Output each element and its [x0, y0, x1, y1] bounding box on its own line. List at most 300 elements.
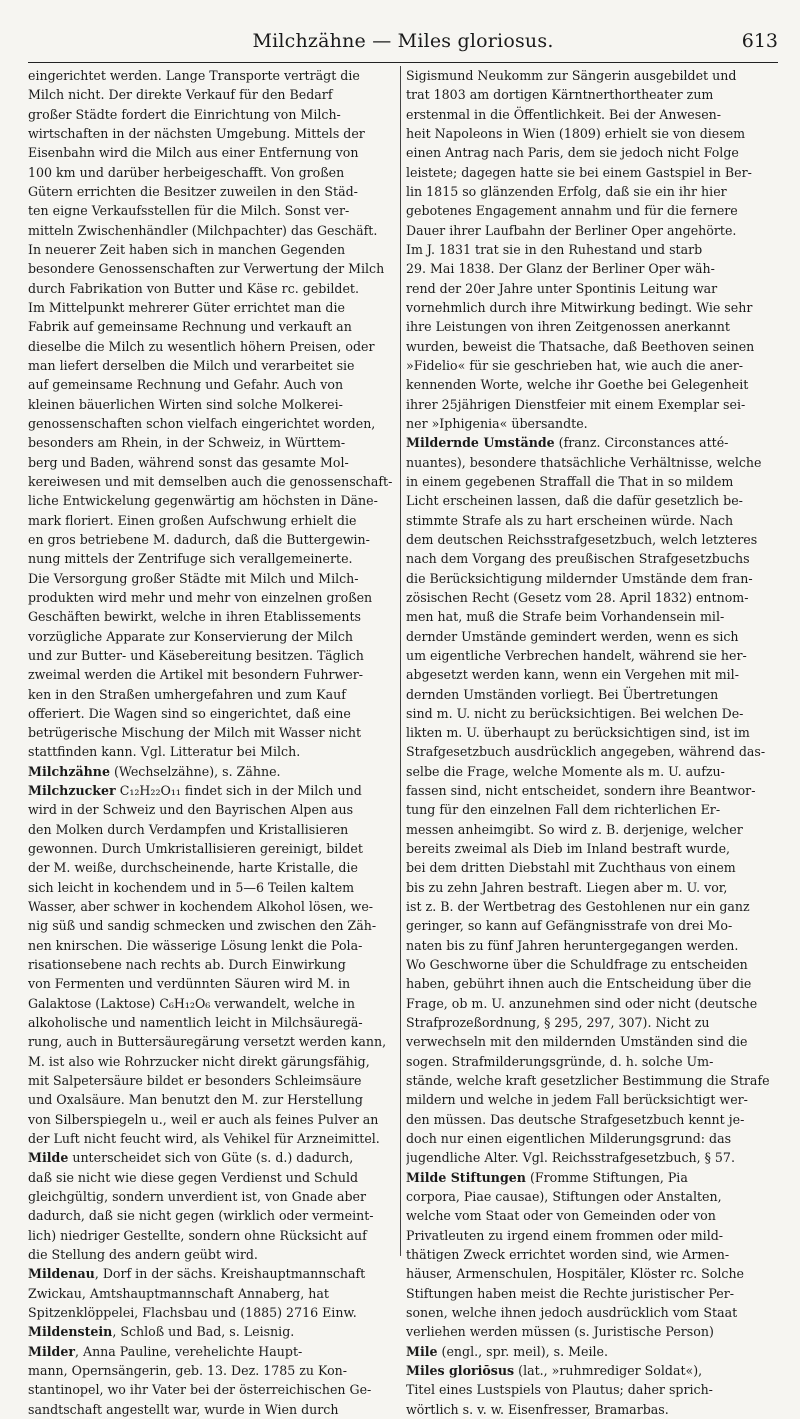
text-line — [28, 685, 400, 704]
line-text: mit Salpetersäure bildet er besonders Schleimsäure — [28, 1073, 362, 1089]
line-text: betrügerische Mischung der Milch mit Wasser nicht — [28, 725, 362, 741]
text-line — [28, 1342, 400, 1361]
text-line — [406, 143, 778, 162]
text-line — [406, 317, 778, 336]
text-line — [406, 723, 778, 742]
line-text: nig süß und sandig schmecken und zwischen den Zäh- — [28, 918, 377, 934]
text-line — [406, 124, 778, 143]
text-line — [406, 491, 778, 510]
line-text: trat 1803 am dortigen Kärntnerthortheater zum — [406, 87, 714, 103]
line-text: naten bis zu fünf Jahren heruntergegangen werden. — [406, 937, 739, 953]
text-line — [406, 1090, 778, 1109]
right-column — [406, 66, 778, 1419]
line-text: Spitzenklöppelei, Flachsbau und (1885) 2716 Einw. — [28, 1305, 357, 1320]
text-line — [28, 1052, 400, 1071]
text-line — [406, 298, 778, 317]
line-text: die Berücksichtigung mildernder Umstände dem fran- — [406, 570, 753, 586]
line-text: eingerichtet werden. Lange Transporte verträgt die — [28, 68, 360, 83]
entry-continuation — [406, 66, 778, 433]
text-line — [406, 279, 778, 298]
line-text: Die Versorgung großer Städte mit Milch und Milch- — [28, 570, 359, 586]
text-line — [406, 1284, 778, 1303]
line-text: Fabrik auf gemeinsame Rechnung und verkauft an — [28, 319, 352, 335]
line-text: Gütern errichten die Besitzer zuweilen in den Städ- — [28, 183, 358, 199]
line-text: ist z. B. der Wertbetrag des Gestohlenen nur ein ganz — [406, 899, 750, 915]
text-line — [406, 337, 778, 356]
text-line — [28, 800, 400, 819]
text-line — [406, 1129, 778, 1148]
text-line — [28, 1129, 400, 1148]
line-text: leistete; dagegen hatte sie bei einem Gastspiel in Ber- — [406, 164, 752, 180]
line-text: produkten wird mehr und mehr von einzelnen großen — [28, 589, 373, 605]
line-text: kleinen bäuerlichen Wirten sind solche Molkerei- — [28, 396, 343, 412]
text-line — [28, 124, 400, 143]
dictionary-entry — [406, 1342, 778, 1361]
text-line — [406, 105, 778, 124]
line-text: erstenmal in die Öffentlichkeit. Bei der Anwesen- — [406, 106, 722, 122]
page-header — [28, 30, 778, 60]
line-text: offeriert. Die Wagen sind so eingerichtet, daß eine — [28, 705, 351, 721]
line-text: gewonnen. Durch Umkristallisieren gereinigt, bildet — [28, 841, 363, 857]
line-text: um eigentliche Verbrechen handelt, während sie her- — [406, 647, 747, 663]
line-text: Strafgesetzbuch ausdrücklich angegeben, während das- — [406, 744, 766, 760]
line-text: heit Napoleons in Wien (1809) erhielt sie von diesem — [406, 125, 746, 141]
text-line — [406, 936, 778, 955]
line-text: likten m. U. überhaupt zu berücksichtigen sind, ist im — [406, 725, 750, 741]
text-line — [28, 66, 400, 85]
line-text: in einem gegebenen Straffall die That in so mildem — [406, 473, 734, 489]
line-text: besondere Genossenschaften zur Verwertung der Milch — [28, 261, 385, 277]
text-line — [28, 163, 400, 182]
text-line — [406, 974, 778, 993]
text-line — [406, 85, 778, 104]
line-text: wurden, beweist die Thatsache, daß Beethoven seinen — [406, 338, 755, 354]
line-text: verliehen werden müssen (s. Juristische Person) — [406, 1324, 714, 1340]
text-line — [28, 356, 400, 375]
text-line — [28, 317, 400, 336]
entry-headword: Milder — [28, 1343, 75, 1359]
line-text: genossenschaften schon vielfach eingerichtet worden, — [28, 415, 376, 431]
text-line — [28, 259, 400, 278]
text-line — [28, 298, 400, 317]
line-text: von Fermenten und verdünnten Säuren wird M. in — [28, 976, 351, 992]
text-line — [406, 607, 778, 626]
text-line — [406, 1322, 778, 1341]
line-text: welche vom Staat oder von Gemeinden oder von — [406, 1208, 716, 1224]
line-text: verwechseln mit den mildernden Umständen sind die — [406, 1034, 748, 1050]
line-text: einen Antrag nach Paris, dem sie jedoch nicht Folge — [406, 145, 739, 161]
line-text: haben, gebührt ihnen auch die Entscheidung über die — [406, 976, 752, 992]
line-text: Im J. 1831 trat sie in den Ruhestand und starb — [406, 241, 703, 257]
line-text: sind m. U. nicht zu berücksichtigen. Bei welchen De- — [406, 705, 744, 721]
text-line — [406, 472, 778, 491]
line-text: vornehmlich durch ihre Mitwirkung bedingt. Wie sehr — [406, 299, 753, 315]
entry-headword: Mildernde Umstände — [406, 435, 555, 451]
line-text: gebotenes Engagement annahm und für die fernere — [406, 203, 738, 219]
line-text: kennenden Worte, welche ihr Goethe bei Gelegenheit — [406, 377, 749, 393]
running-title: Milchzähne — Miles gloriosus. — [252, 30, 554, 52]
line-text: geringer, so kann auf Gefängnisstrafe von drei Mo- — [406, 918, 733, 934]
text-line — [406, 549, 778, 568]
dictionary-entry — [28, 1148, 400, 1264]
line-text: Wo Geschworne über die Schuldfrage zu entscheiden — [406, 957, 748, 973]
line-text: sonen, welche ihnen jedoch ausdrücklich vom Staat — [406, 1305, 738, 1320]
line-text: , Schloß und Bad, s. Leisnig. — [112, 1324, 295, 1340]
line-text: Milch nicht. Der direkte Verkauf für den Bedarf — [28, 87, 333, 103]
line-text: Titel eines Lustspiels von Plautus; daher sprich- — [406, 1382, 713, 1398]
line-text: nen knirschen. Die wässerige Lösung lenkt die Pola- — [28, 937, 363, 953]
text-line — [406, 375, 778, 394]
text-line — [406, 511, 778, 530]
line-text: Eisenbahn wird die Milch aus einer Entfernung von — [28, 145, 359, 161]
line-text: wird in der Schweiz und den Bayrischen Alpen aus — [28, 802, 354, 818]
line-text: men hat, muß die Strafe beim Vorhandensein mil- — [406, 609, 725, 625]
line-text: ken in den Straßen umhergefahren und zum Kauf — [28, 686, 346, 702]
line-text: Zwickau, Amtshauptmannschaft Annaberg, hat — [28, 1285, 329, 1301]
line-text: Wasser, aber schwer in kochendem Alkohol lösen, we- — [28, 899, 374, 915]
text-line — [406, 1148, 778, 1167]
line-text: den müssen. Das deutsche Strafgesetzbuch kennt je- — [406, 1111, 745, 1127]
text-line — [28, 1071, 400, 1090]
line-text: bei dem dritten Diebstahl mit Zuchthaus von einem — [406, 860, 736, 876]
line-text: thätigen Zweck errichtet worden sind, wie Armen- — [406, 1247, 730, 1263]
line-text: en gros betriebene M. dadurch, daß die Buttergewin- — [28, 531, 370, 547]
line-text: 29. Mai 1838. Der Glanz der Berliner Oper wäh- — [406, 261, 715, 277]
text-line — [28, 1264, 400, 1283]
line-text: lich) niedriger Gestellte, sondern ohne Rücksicht auf — [28, 1227, 367, 1243]
text-line — [28, 569, 400, 588]
line-text: großer Städte fordert die Einrichtung von Milch- — [28, 106, 341, 122]
text-line — [406, 685, 778, 704]
text-line — [28, 665, 400, 684]
text-line — [28, 1013, 400, 1032]
entry-headword: Milde — [28, 1150, 69, 1166]
line-text: dernden Umständen vorliegt. Bei Übertretungen — [406, 686, 719, 702]
line-text: man liefert derselben die Milch und verarbeitet sie — [28, 357, 355, 373]
line-text: rend der 20er Jahre unter Spontinis Leitung war — [406, 280, 718, 296]
text-line — [28, 878, 400, 897]
text-line — [28, 627, 400, 646]
text-line — [28, 221, 400, 240]
line-text: stattfinden kann. Vgl. Litteratur bei Milch. — [28, 744, 301, 760]
text-line — [28, 723, 400, 742]
text-line — [406, 994, 778, 1013]
text-line — [406, 356, 778, 375]
line-text: Galaktose (Laktose) C₆H₁₂O₆ verwandelt, welche in — [28, 995, 355, 1011]
line-text: ten eigne Verkaufsstellen für die Milch. Sonst ver- — [28, 203, 350, 219]
line-text: selbe die Frage, welche Momente als m. U. aufzu- — [406, 763, 725, 779]
text-line — [28, 395, 400, 414]
line-text: Sigismund Neukomm zur Sängerin ausgebildet und — [406, 68, 737, 83]
line-text: und zur Butter- und Käsebereitung besitzen. Täglich — [28, 647, 364, 663]
dictionary-entry — [28, 1264, 400, 1322]
text-line — [406, 781, 778, 800]
text-line — [406, 878, 778, 897]
text-line — [28, 704, 400, 723]
line-text: bis zu zehn Jahren bestraft. Liegen aber m. U. vor, — [406, 879, 728, 895]
text-line — [28, 1400, 400, 1419]
text-line — [28, 1032, 400, 1051]
text-line — [406, 1168, 778, 1187]
text-line — [406, 163, 778, 182]
text-line — [28, 916, 400, 935]
text-line — [406, 955, 778, 974]
text-line — [28, 105, 400, 124]
text-line — [406, 414, 778, 433]
line-text: wörtlich s. v. w. Eisenfresser, Bramarbas. — [406, 1401, 669, 1417]
text-line — [28, 588, 400, 607]
dictionary-entry — [28, 1342, 400, 1419]
dictionary-entry — [28, 781, 400, 1148]
text-line — [28, 974, 400, 993]
text-line — [406, 1342, 778, 1361]
entry-headword: Mildenau — [28, 1266, 95, 1282]
text-line — [406, 742, 778, 761]
entry-continuation — [28, 66, 400, 762]
text-line — [406, 762, 778, 781]
line-text: 100 km und darüber herbeigeschafft. Von großen — [28, 164, 345, 180]
text-line — [28, 820, 400, 839]
text-line — [406, 453, 778, 472]
line-text: risationsebene nach rechts ab. Durch Einwirkung — [28, 957, 346, 973]
line-text: fassen sind, nicht entscheidet, sondern ihre Beantwor- — [406, 783, 756, 799]
line-text: , Anna Pauline, verehelichte Haupt- — [74, 1343, 303, 1359]
line-text: (lat., »ruhmrediger Soldat«), — [514, 1362, 703, 1378]
text-line — [406, 1380, 778, 1399]
text-line — [406, 201, 778, 220]
text-line — [406, 588, 778, 607]
line-text: liche Entwickelung gegenwärtig am höchsten in Däne- — [28, 493, 378, 509]
line-text: (Wechselzähne), s. Zähne. — [109, 763, 281, 779]
line-text: M. ist also wie Rohrzucker nicht direkt gärungsfähig, — [28, 1053, 370, 1069]
line-text: mann, Opernsängerin, geb. 13. Dez. 1785 zu Kon- — [28, 1362, 348, 1378]
line-text: tung für den einzelnen Fall dem richterlichen Er- — [406, 802, 721, 818]
line-text: nach dem Vorgang des preußischen Strafgesetzbuchs — [406, 551, 750, 567]
line-text: stantinopel, wo ihr Vater bei der österreichischen Ge- — [28, 1382, 372, 1398]
line-text: die Stellung des andern geübt wird. — [28, 1247, 258, 1263]
text-line — [406, 839, 778, 858]
text-line — [406, 1303, 778, 1322]
text-line — [28, 955, 400, 974]
text-line — [28, 781, 400, 800]
line-text: mildern und welche in jedem Fall berücksichtigt wer- — [406, 1092, 748, 1108]
text-line — [28, 240, 400, 259]
text-line — [28, 279, 400, 298]
line-text: unterscheidet sich von Güte (s. d.) dadurch, — [68, 1150, 354, 1166]
line-text: zweimal werden die Artikel mit besondern Fuhrwer- — [28, 667, 363, 683]
text-line — [28, 549, 400, 568]
text-line — [28, 182, 400, 201]
text-line — [406, 221, 778, 240]
line-text: der M. weiße, durchscheinende, harte Kristalle, die — [28, 860, 358, 876]
text-line — [28, 897, 400, 916]
text-line — [28, 1187, 400, 1206]
text-line — [28, 1380, 400, 1399]
line-text: besonders am Rhein, in der Schweiz, in Württem- — [28, 435, 346, 451]
line-text: dernder Umstände gemindert werden, wenn es sich — [406, 628, 739, 644]
text-line — [406, 646, 778, 665]
line-text: Licht erscheinen lassen, daß die dafür gesetzlich be- — [406, 493, 743, 509]
line-text: Im Mittelpunkt mehrerer Güter errichtet man die — [28, 299, 345, 315]
entry-headword: Mildenstein — [28, 1324, 113, 1340]
line-text: zösischen Recht (Gesetz vom 28. April 1832) entnom- — [406, 589, 749, 605]
line-text: jugendliche Alter. Vgl. Reichsstrafgesetzbuch, § 57. — [406, 1150, 735, 1166]
line-text: nung mittels der Zentrifuge sich verallgemeinerte. — [28, 551, 353, 567]
text-line — [406, 1187, 778, 1206]
text-line — [28, 530, 400, 549]
line-text: sandtschaft angestellt war, wurde in Wien durch — [28, 1401, 339, 1417]
line-text: sich leicht in kochendem und in 5—6 Teilen kaltem — [28, 879, 355, 895]
dictionary-entry — [28, 1322, 400, 1341]
line-text: gleichgültig, sondern unverdient ist, von Gnade aber — [28, 1189, 367, 1205]
header-rule — [28, 62, 778, 63]
text-line — [406, 66, 778, 85]
text-line — [406, 1206, 778, 1225]
line-text: corpora, Piae causae), Stiftungen oder Anstalten, — [406, 1189, 722, 1205]
entry-headword: Miles gloriōsus — [406, 1362, 515, 1378]
text-line — [28, 511, 400, 530]
text-line — [28, 858, 400, 877]
text-line — [406, 704, 778, 723]
dictionary-entry — [406, 1168, 778, 1342]
text-line — [28, 453, 400, 472]
line-text: kereiwesen und mit demselben auch die genossenschaft- — [28, 473, 393, 489]
line-text: Geschäften bewirkt, welche in ihren Etablissements — [28, 609, 362, 625]
text-line — [28, 337, 400, 356]
line-text: doch nur einen eigentlichen Milderungsgrund: das — [406, 1131, 732, 1147]
line-text: sogen. Strafmilderungsgründe, d. h. solche Um- — [406, 1053, 714, 1069]
text-line — [28, 1303, 400, 1322]
text-line — [28, 607, 400, 626]
text-line — [406, 1013, 778, 1032]
text-line — [28, 646, 400, 665]
text-line — [28, 201, 400, 220]
text-line — [28, 85, 400, 104]
text-line — [406, 1264, 778, 1283]
text-line — [28, 1110, 400, 1129]
line-text: ner »Iphigenia« übersandte. — [406, 415, 588, 431]
entry-headword: Mile — [406, 1343, 438, 1359]
text-line — [406, 1361, 778, 1380]
dictionary-entry — [406, 433, 778, 1167]
text-line — [28, 1245, 400, 1264]
line-text: dem deutschen Reichsstrafgesetzbuch, welch letzteres — [406, 531, 758, 547]
text-line — [406, 627, 778, 646]
text-line — [406, 259, 778, 278]
text-line — [406, 240, 778, 259]
line-text: den Molken durch Verdampfen und Kristallisieren — [28, 821, 349, 837]
line-text: Frage, ob m. U. anzunehmen sind oder nicht (deutsche — [406, 995, 758, 1011]
line-text: der Luft nicht feucht wird, als Vehikel für Arzneimittel. — [28, 1131, 380, 1147]
text-line — [28, 414, 400, 433]
text-line — [28, 1090, 400, 1109]
text-line — [406, 569, 778, 588]
text-line — [406, 820, 778, 839]
line-text: messen anheimgibt. So wird z. B. derjenige, welcher — [406, 821, 743, 837]
line-text: In neuerer Zeit haben sich in manchen Gegenden — [28, 241, 346, 257]
line-text: Stiftungen haben meist die Rechte juristischer Per- — [406, 1285, 735, 1301]
line-text: ihrer 25jährigen Dienstfeier mit einem Exemplar sei- — [406, 396, 746, 412]
left-column — [28, 66, 400, 1419]
text-line — [406, 897, 778, 916]
text-line — [28, 472, 400, 491]
line-text: auf gemeinsame Rechnung und Gefahr. Auch von — [28, 377, 344, 393]
line-text: Privatleuten zu irgend einem frommen oder mild- — [406, 1227, 724, 1243]
line-text: C₁₂H₂₂O₁₁ findet sich in der Milch und — [115, 783, 362, 799]
line-text: rung, auch in Buttersäuregärung versetzt werden kann, — [28, 1034, 387, 1050]
line-text: stimmte Strafe als zu hart erscheinen würde. Nach — [406, 512, 734, 528]
text-line — [406, 433, 778, 452]
text-line — [406, 1226, 778, 1245]
text-line — [406, 1071, 778, 1090]
text-line — [28, 994, 400, 1013]
line-text: bereits zweimal als Dieb im Inland bestraft wurde, — [406, 841, 731, 857]
text-line — [28, 1361, 400, 1380]
text-line — [28, 1168, 400, 1187]
line-text: lin 1815 so glänzenden Erfolg, daß sie ein ihr hier — [406, 183, 727, 199]
line-text: nuantes), besondere thatsächliche Verhältnisse, welche — [406, 454, 762, 470]
dictionary-entry — [28, 762, 400, 781]
text-line — [406, 665, 778, 684]
text-line — [406, 1400, 778, 1419]
text-line — [28, 1226, 400, 1245]
line-text: Dauer ihrer Laufbahn der Berliner Oper angehörte. — [406, 222, 737, 238]
line-text: wirtschaften in der nächsten Umgebung. Mittels der — [28, 125, 365, 141]
line-text: stände, welche kraft gesetzlicher Bestimmung die Strafe — [406, 1073, 770, 1089]
text-line — [406, 916, 778, 935]
text-line — [28, 1284, 400, 1303]
text-line — [28, 1206, 400, 1225]
text-line — [28, 936, 400, 955]
line-text: (Fromme Stiftungen, Pia — [525, 1169, 688, 1185]
line-text: häuser, Armenschulen, Hospitäler, Klöster rc. Solche — [406, 1266, 745, 1282]
text-line — [28, 375, 400, 394]
entry-headword: Milchzucker — [28, 783, 116, 799]
text-line — [28, 491, 400, 510]
text-line — [28, 433, 400, 452]
text-line — [28, 1148, 400, 1167]
line-text: vorzügliche Apparate zur Konservierung der Milch — [28, 628, 353, 644]
text-line — [28, 1322, 400, 1341]
line-text: und Oxalsäure. Man benutzt den M. zur Herstellung — [28, 1092, 363, 1108]
line-text: (engl., spr. meil), s. Meile. — [437, 1343, 608, 1359]
text-line — [28, 762, 400, 781]
line-text: durch Fabrikation von Butter und Käse rc. gebildet. — [28, 280, 359, 296]
text-line — [406, 182, 778, 201]
line-text: dieselbe die Milch zu wesentlich höhern Preisen, oder — [28, 338, 375, 354]
text-line — [28, 839, 400, 858]
entry-headword: Milchzähne — [28, 763, 110, 779]
text-line — [28, 143, 400, 162]
line-text: abgesetzt werden kann, wenn ein Vergehen mit mil- — [406, 667, 739, 683]
text-line — [406, 1245, 778, 1264]
entry-headword: Milde Stiftungen — [406, 1169, 526, 1185]
line-text: dadurch, daß sie nicht gegen (wirklich oder vermeint- — [28, 1208, 374, 1224]
text-line — [406, 858, 778, 877]
dictionary-entry — [406, 1361, 778, 1419]
page-number: 613 — [741, 30, 778, 52]
text-line — [406, 395, 778, 414]
line-text: ihre Leistungen von ihren Zeitgenossen anerkannt — [406, 319, 730, 335]
column-divider — [400, 66, 401, 1256]
text-line — [406, 1110, 778, 1129]
text-line — [28, 742, 400, 761]
line-text: mark floriert. Einen großen Aufschwung erhielt die — [28, 512, 357, 528]
text-line — [406, 1052, 778, 1071]
line-text: von Silberspiegeln u., weil er auch als feines Pulver an — [28, 1111, 379, 1127]
line-text: (franz. Circonstances atté- — [554, 435, 729, 451]
line-text: »Fidelio« für sie geschrieben hat, wie auch die aner- — [406, 357, 743, 373]
